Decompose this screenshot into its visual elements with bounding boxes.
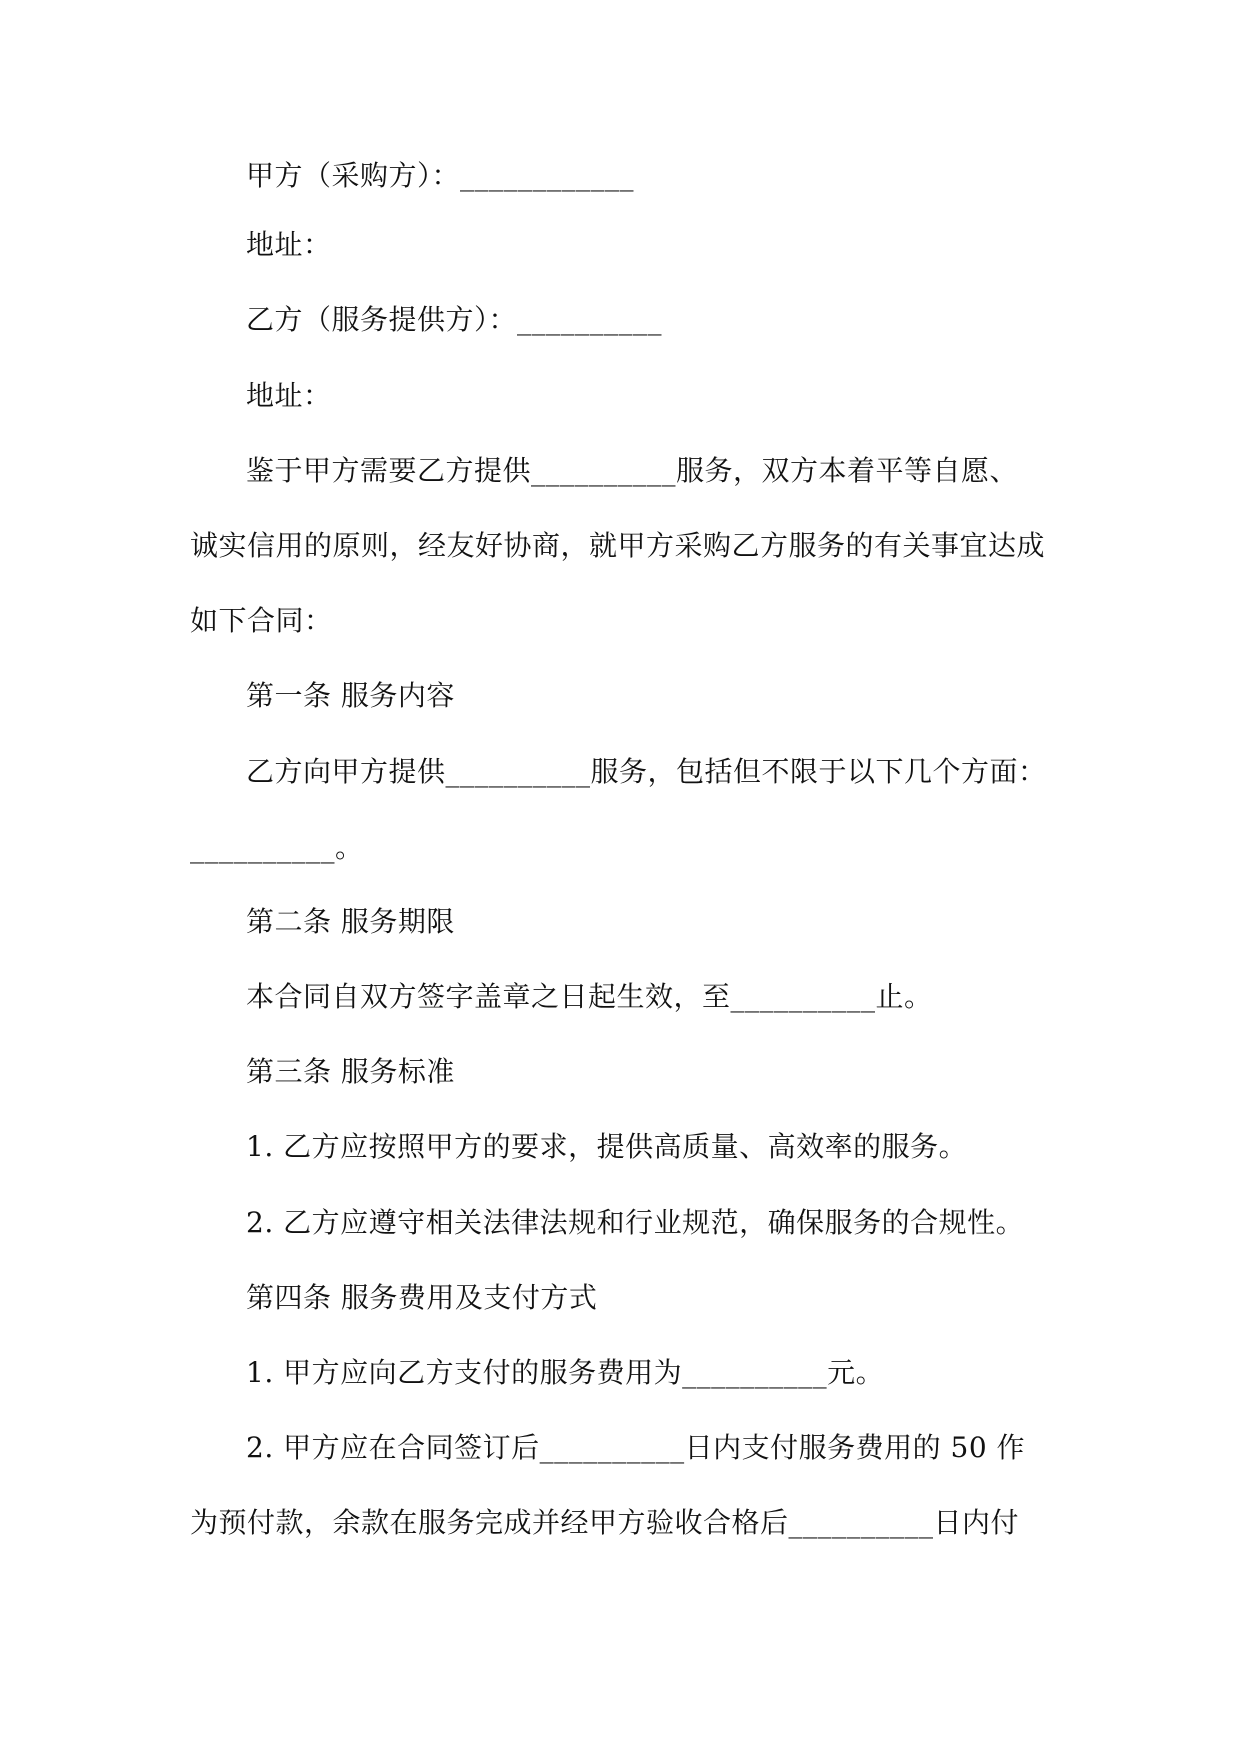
party-b-line: 乙方（服务提供方）：__________ (246, 303, 663, 336)
preamble-line-1: 鉴于甲方需要乙方提供__________服务，双方本着平等自愿、 (246, 454, 1019, 487)
preamble-line-2: 诚实信用的原则，经友好协商，就甲方采购乙方服务的有关事宜达成 (190, 529, 1046, 562)
article-4-heading: 第四条 服务费用及支付方式 (246, 1281, 598, 1314)
article-4-item-1: 1. 甲方应向乙方支付的服务费用为__________元。 (246, 1356, 885, 1389)
article-3-item-2: 2. 乙方应遵守相关法律法规和行业规范，确保服务的合规性。 (246, 1206, 1025, 1239)
article-4-item-2-line-2: 为预付款，余款在服务完成并经甲方验收合格后__________日内付 (190, 1506, 1020, 1539)
preamble-line-3: 如下合同： (190, 604, 333, 637)
article-3-heading: 第三条 服务标准 (246, 1055, 455, 1088)
article-1-text-2: __________。 (190, 831, 364, 864)
party-a-address: 地址： (246, 228, 332, 261)
article-2-text: 本合同自双方签字盖章之日起生效，至__________止。 (246, 980, 933, 1013)
article-1-text-1: 乙方向甲方提供__________服务，包括但不限于以下几个方面： (246, 755, 1047, 788)
article-1-heading: 第一条 服务内容 (246, 679, 455, 712)
article-3-item-1: 1. 乙方应按照甲方的要求，提供高质量、高效率的服务。 (246, 1130, 968, 1163)
article-2-heading: 第二条 服务期限 (246, 905, 455, 938)
party-a-line: 甲方（采购方）：____________ (246, 159, 635, 192)
party-b-address: 地址： (246, 379, 332, 412)
article-4-item-2-line-1: 2. 甲方应在合同签订后__________日内支付服务费用的 50 作 (246, 1431, 1026, 1464)
